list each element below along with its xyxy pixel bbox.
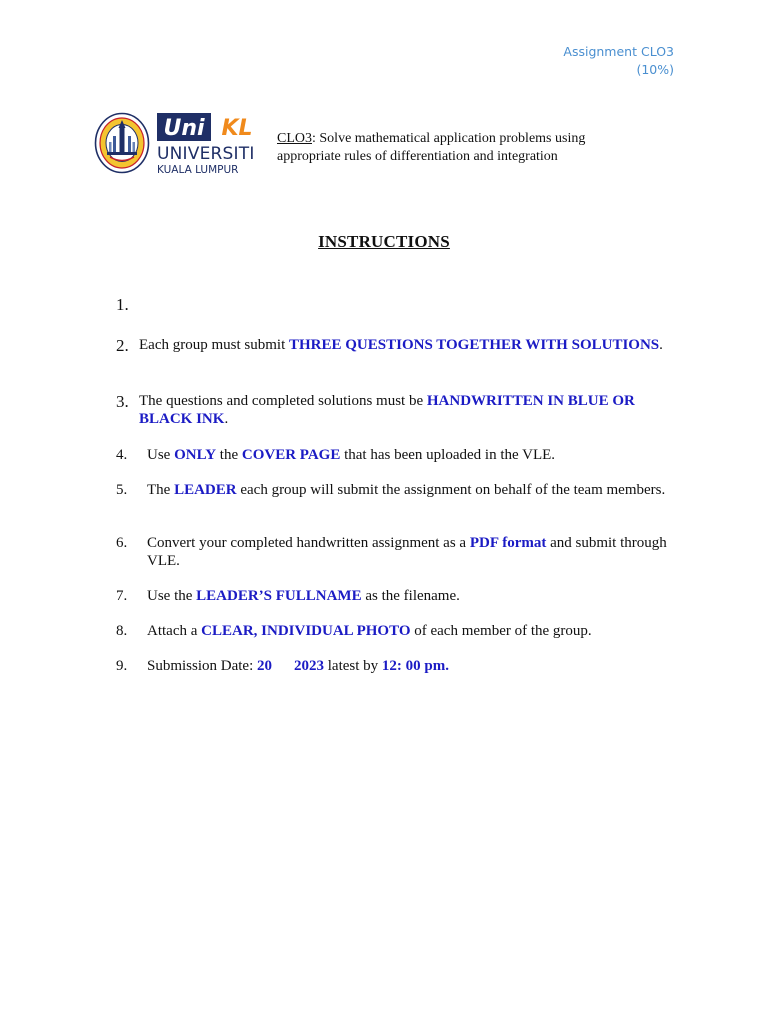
item-text-plain: Attach a [147, 623, 202, 639]
item-text [116, 337, 676, 355]
item-number: 5. [116, 482, 128, 498]
logo-universiti: UNIVERSITI [157, 144, 255, 164]
item-text-highlight: THREE QUESTIONS TOGETHER WITH SOLUTIONS [289, 337, 660, 353]
item-number: 9. [116, 658, 128, 674]
instruction-item-6 [116, 535, 676, 570]
item-text-plain: . [224, 410, 229, 427]
clo-key: CLO3 [277, 131, 312, 146]
instruction-item-5 [116, 482, 676, 500]
instruction-item-8 [116, 623, 676, 641]
logo-kl-text: KL [221, 116, 253, 141]
item-text-plain: as the filename. [361, 588, 460, 604]
item-text [116, 447, 676, 465]
submission-time: 12: 00 pm. [381, 658, 450, 674]
page-title [0, 232, 768, 252]
item-text-plain: The questions and completed solutions must be [139, 393, 427, 409]
item-text-highlight: CLEAR, INDIVIDUAL PHOTO [201, 623, 411, 639]
item-text-highlight: LEADER’S FULLNAME [196, 588, 362, 604]
instruction-item-2 [116, 337, 676, 355]
instruction-item-7 [116, 588, 676, 606]
assignment-label: Assignment CLO3 [563, 44, 674, 59]
submission-year: 2023 [294, 658, 325, 674]
page-title-text: INSTRUCTIONS [318, 232, 450, 251]
item-text-highlight: HANDWRITTEN IN BLUE OR BLACK INK [139, 393, 635, 427]
item-text-plain: that has been uploaded in the VLE. [340, 447, 556, 463]
item-text-plain: Use the [147, 588, 197, 604]
item-text-plain: each group will submit the assignment on behalf of the team members. [236, 482, 666, 498]
item-text [116, 535, 676, 570]
assignment-header [563, 43, 674, 79]
assignment-weight: (10%) [636, 62, 674, 77]
item-text-plain: Convert your completed handwritten assignment as a [147, 535, 470, 551]
item-number: 1. [116, 295, 129, 314]
item-text-plain: of each member of the group. [410, 623, 592, 639]
item-text [116, 588, 676, 606]
university-seal-icon [94, 112, 150, 174]
clo-description [277, 130, 637, 166]
clo-statement: : Solve mathematical application problems using appropriate rules of differentiation and integration [277, 131, 586, 164]
item-text-plain: Submission Date: [147, 658, 258, 674]
item-text-plain: . [659, 337, 663, 353]
item-text [116, 482, 676, 500]
item-number: 2. [116, 336, 129, 355]
item-text-highlight: ONLY [174, 447, 217, 463]
instruction-item-3 [116, 393, 676, 428]
instruction-item-4 [116, 447, 676, 465]
item-number: 8. [116, 623, 128, 639]
submission-day: 20 [257, 658, 273, 674]
logo-uni-text: Uni [163, 116, 205, 141]
item-text-plain: the [216, 447, 242, 463]
item-text-plain: The [147, 482, 175, 498]
item-text-plain: Each group must submit [139, 337, 289, 353]
item-number: 6. [116, 535, 128, 551]
item-text [116, 623, 676, 641]
instruction-item-9 [116, 658, 676, 676]
item-number: 7. [116, 588, 128, 604]
unikl-wordmark-icon [157, 113, 263, 141]
item-number: 4. [116, 447, 128, 463]
item-text-highlight: LEADER [174, 482, 237, 498]
item-text-plain: latest by [324, 658, 382, 674]
unikl-logo [94, 112, 266, 178]
item-text [116, 658, 676, 676]
logo-kuala-lumpur: KUALA LUMPUR [157, 164, 239, 176]
item-text-highlight: COVER PAGE [241, 447, 341, 463]
item-text-plain: Use [147, 447, 175, 463]
item-text-highlight: PDF format [469, 535, 547, 551]
item-text-plain: and submit through VLE. [147, 535, 667, 569]
item-text [116, 393, 676, 428]
item-number: 3. [116, 392, 129, 411]
